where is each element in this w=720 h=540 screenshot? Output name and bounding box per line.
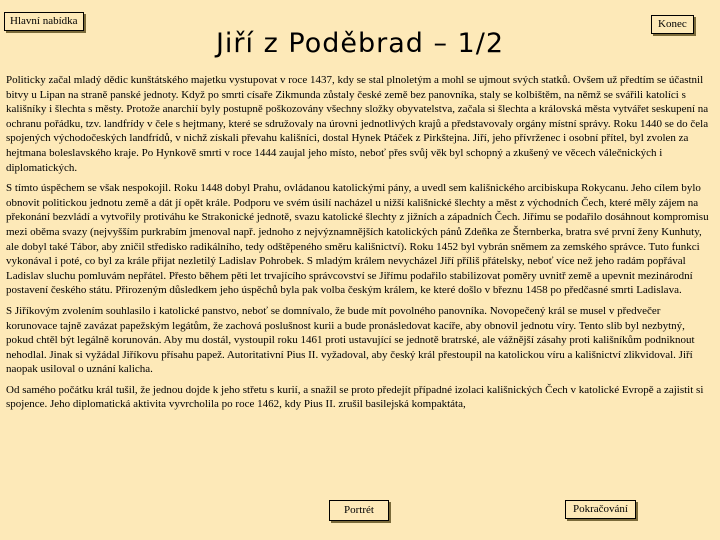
paragraph: Politicky začal mladý dědic kunštátského majetku vystupovat v roce 1437, kdy se stal plnoletým a mohl se ujmout svých statků. Ovšem už předtím se účastnil bitvy u Lipan na straně panské jednoty. Když po smrti císaře Zikmunda zůstaly české země bez panovníka, staly se kolbištěm, na němž se svářili katolíci s kališníky i šlechta s městy. Protože anarchií byly postupně poškozovány všechny složky obyvatelstva, začala si šlechta a královská města vytvářet seskupení na ochranu pořádku, tzv. landfrídy v čele s hejtmany, které se sdružovaly na úrovni jednotlivých krajů a představovaly orgány místní správy. Roku 1440 se do čela spojených východočeských landfrídů, v nichž získali převahu kališníci, dostal Hynek Ptáček z Pirkštejna. Jiří, jeho přívrženec i osobní přítel, byl zvolen za hejtmana boleslavského kraje. Po Hynkově smrti v roce 1444 zaujal jeho místo, neboť přes svůj věk byl schopný a zkušený ve věcech válečnických i diplomatických. [6, 74, 709, 174]
article-text [6, 73, 714, 418]
main-menu-button[interactable]: Hlavní nabídka [4, 12, 84, 31]
paragraph: S Jiříkovým zvolením souhlasilo i katolické panstvo, neboť se domnívalo, že bude mít povolného panovníka. Novopečený král se musel v předvečer korunovace tajně zavázat papežským legátům, že zachová poslušnost kurii a bude pronásledovat kacíře, aby obnovil jednotu víry. Tento slib byl nezbytný, pokud chtěl být legálně korunován. Aby mu dostál, vystoupil roku 1461 proti ustavující se jednotě bratrské, ale vážnější zásahy proti kališníkům podniknout nehodlal. Jinak si vyžádal Jiříkovu přísahu papež. Autoritativní Pius II. vyžadoval, aby český král přestoupil na katolickou víru a kališnictví zlikvidoval. Jiří naopak usiloval o uznání kalicha. [6, 304, 695, 376]
paragraph: S tímto úspěchem se však nespokojil. Roku 1448 dobyl Prahu, ovládanou katolickými pány, a uvedl sem kališnického arcibiskupa Rokycanu. Jeho cílem bylo obnovit politickou jednotu země a dát jí opět krále. Podporu ve svém úsilí nacházel u nižší kališnické šlechty a měst z východních Čech, které měly zájem na překonání bezvládí a vytvořily protiváhu ke Strakonické jednotě, svazu katolické šlechty z jižních a západních Čech. Jiřímu se podařilo dosáhnout kompromisu mezi oběma svazy (nejvyšším purkrabím jmenoval např. jednoho z nejvýznamnějších katolických pánů Zdeňka ze Šternberka, bratra své první ženy Kunhuty, ale dobyl také Tábor, aby zničil středisko radikálního, tedy odštěpeného směru kališnictví). Roku 1452 byl vybrán sněmem za zemského správce. Tuto funkci vykonával i poté, co byl za krále přijat nezletilý Ladislav Pohrobek. S mladým králem nevycházel Jiří příliš přátelsky, neboť více než jeho radám popřával Ladislav sluchu pomluvám nepřátel. Přesto během pěti let trvajícího správcovství se Jiřímu podařilo stabilizovat poměry uvnitř země a upevnit mezinárodní postavení českého státu. Přirozeným důsledkem jeho úspěchů byla pak volba českým králem, ke které došlo v březnu 1458 po předčasné smrti Ladislava. [6, 182, 709, 297]
end-button[interactable]: Konec [651, 15, 694, 34]
continue-button[interactable]: Pokračování [565, 500, 636, 519]
portrait-button[interactable]: Portrét [329, 500, 389, 521]
page-title: Jiří z Poděbrad – 1/2 [215, 28, 505, 59]
paragraph: Od samého počátku král tušil, že jednou dojde k jeho střetu s kurií, a snažil se proto předejít případné izolaci kališnických Čech v katolické Evropě a zajistit si spojence. Jeho diplomatická aktivita vyvrcholila po roce 1462, kdy Pius II. zrušil basilejská kompaktáta, [6, 383, 704, 411]
